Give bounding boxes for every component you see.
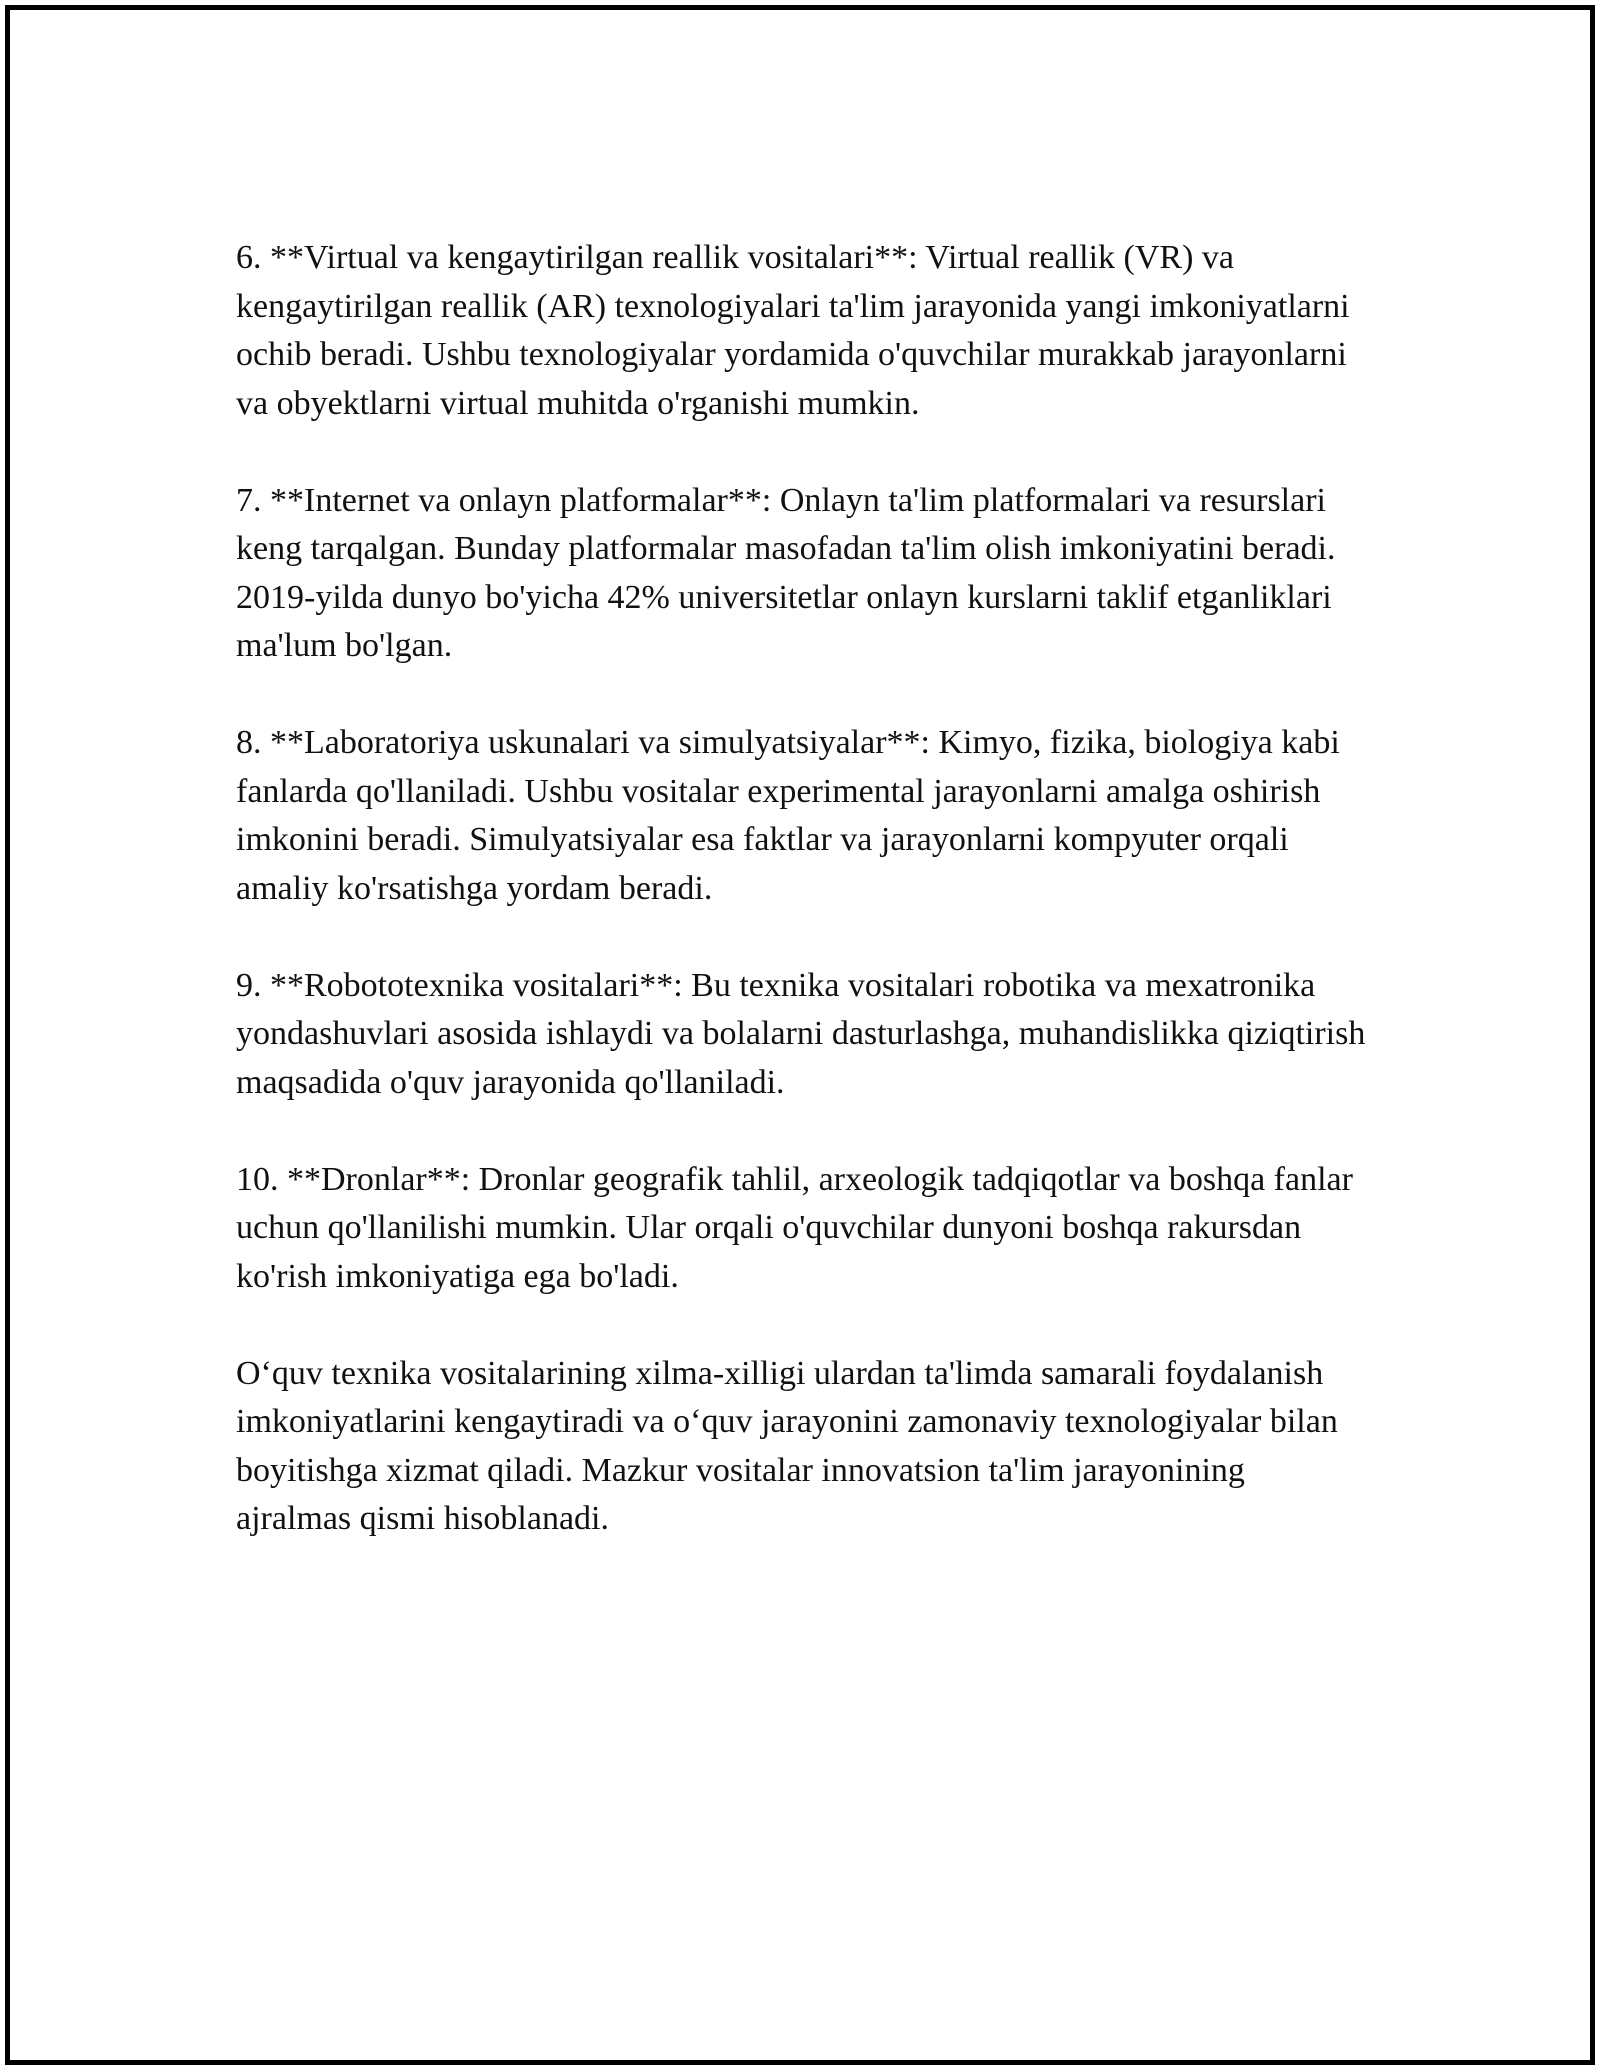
paragraph-conclusion: O‘quv texnika vositalarining xilma-xilligi ulardan ta'limda samarali foydalanish imkoniyatlarini kengaytiradi va o‘quv jarayonini zamonaviy texnologiyalar bilan boyitishga xizmat qiladi. Mazkur vositalar innovatsion ta'lim jarayonining ajralmas qismi hisoblanadi.: [236, 1354, 1338, 1537]
paragraph-item-9: 9. **Robototexnika vositalari**: Bu texnika vositalari robotika va mexatronika yondashuvlari asosida ishlaydi va bolalarni dasturlashga, muhandislikka qiziqtirish maqsadida o'quv jarayonida qo'llaniladi.: [236, 966, 1366, 1101]
paragraph-item-7: 7. **Internet va onlayn platformalar**: Onlayn ta'lim platformalari va resurslari keng tarqalgan. Bunday platformalar masofadan ta'lim olish imkoniyatini beradi. 2019-yilda dunyo bo'yicha 42% universitetlar onlayn kurslarni taklif etganliklari ma'lum bo'lgan.: [236, 481, 1336, 664]
paragraph-item-6: 6. **Virtual va kengaytirilgan reallik vositalari**: Virtual reallik (VR) va kengaytirilgan reallik (AR) texnologiyalari ta'lim jarayonida yangi imkoniyatlarni ochib beradi. Ushbu texnologiyalar yordamida o'quvchilar murakkab jarayonlarni va obyektlarni virtual muhitda o'rganishi mumkin.: [236, 239, 1350, 422]
document-body: [236, 234, 1366, 1544]
paragraph-item-8: 8. **Laboratoriya uskunalari va simulyatsiyalar**: Kimyo, fizika, biologiya kabi fanlarda qo'llaniladi. Ushbu vositalar experimental jarayonlarni amalga oshirish imkonini beradi. Simulyatsiyalar esa faktlar va jarayonlarni kompyuter orqali amaliy ko'rsatishga yordam beradi.: [236, 724, 1340, 907]
paragraph-item-10: 10. **Dronlar**: Dronlar geografik tahlil, arxeologik tadqiqotlar va boshqa fanlar uchun qo'llanilishi mumkin. Ular orqali o'quvchilar dunyoni boshqa rakursdan ko'rish imkoniyatiga ega bo'ladi.: [236, 1160, 1353, 1295]
